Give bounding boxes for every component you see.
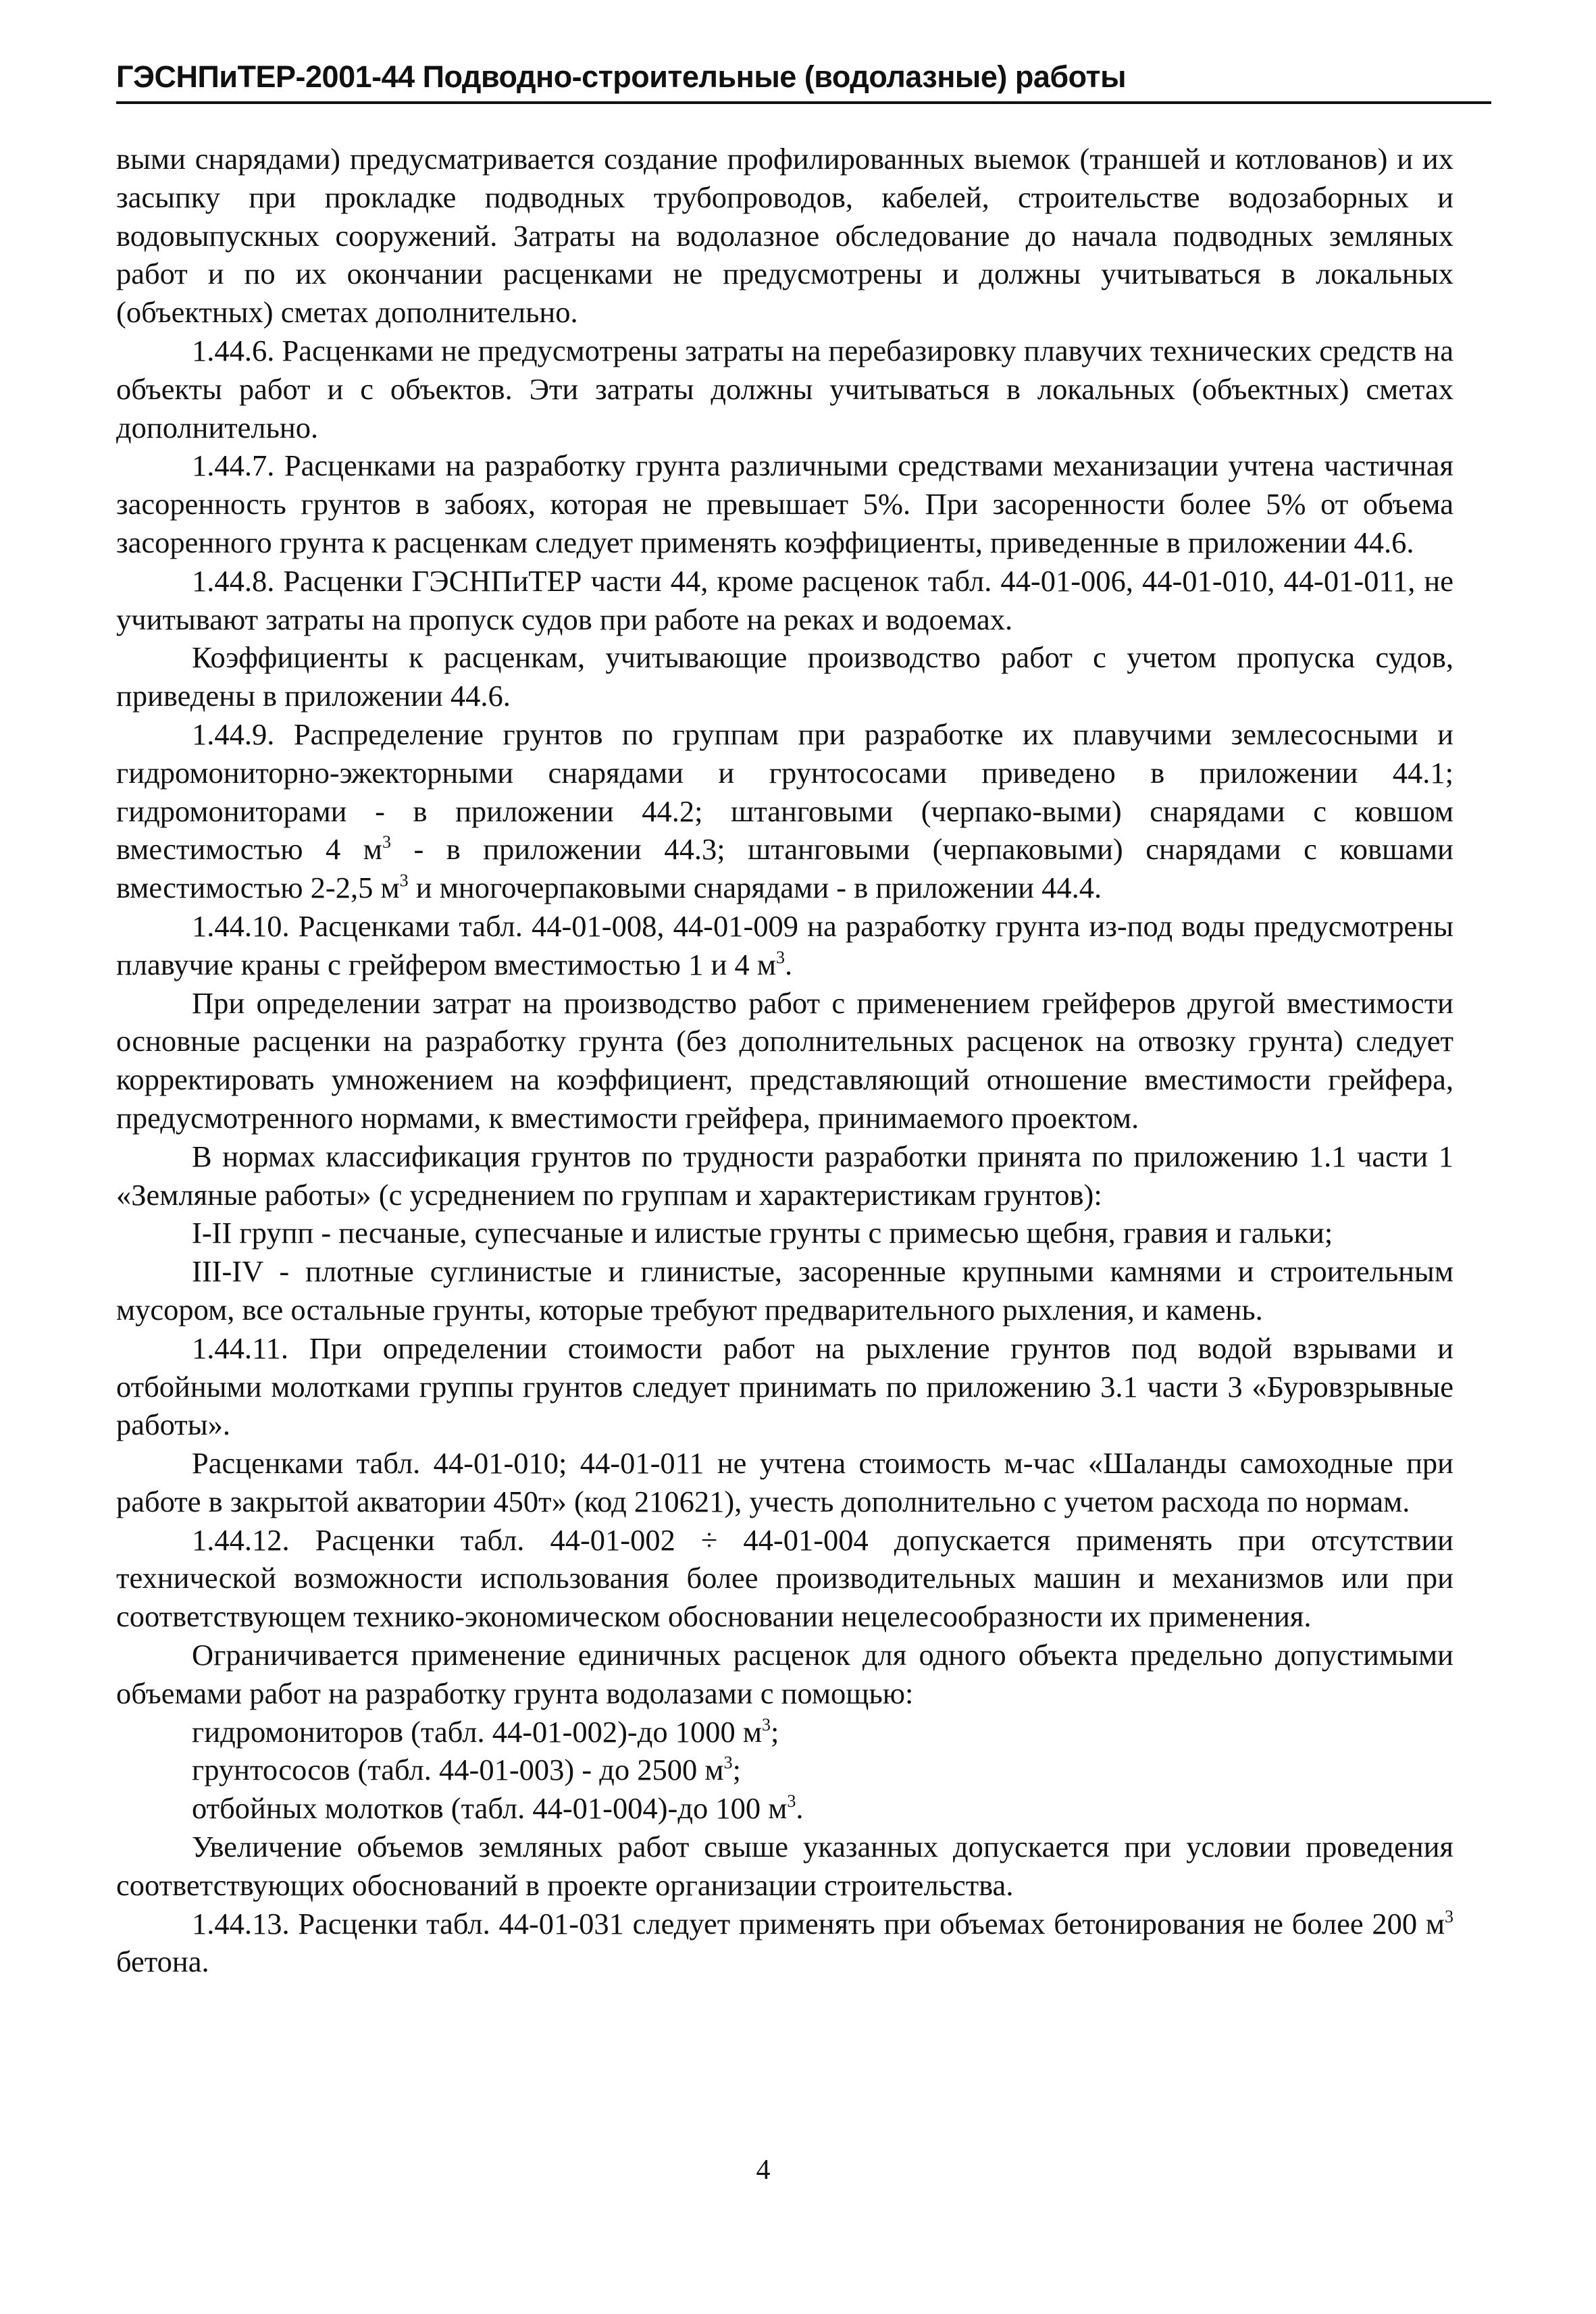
- superscript: 3: [382, 832, 391, 852]
- superscript: 3: [762, 1714, 771, 1734]
- paragraph-text: 1.44.13. Расценки табл. 44-01-031 следует применять при объемах бетонирования не более 200 м: [192, 1906, 1445, 1940]
- paragraph-text: 1.44.10. Расценками табл. 44-01-008, 44-01-009 на разработку грунта из-под воды предусмотрены плавучие краны с грейфером вместимостью 1 и 4 м: [116, 908, 1453, 981]
- paragraph-text: и многочерпаковыми снарядами - в приложении 44.4.: [408, 871, 1102, 905]
- paragraph-volume-limits: Ограничивается применение единичных расценок для одного объекта предельно допустимыми объемами работ на разработку грунта водолазами с помощью:: [116, 1638, 1453, 1710]
- paragraph-coefficients: Коэффициенты к расценкам, учитывающие производство работ с учетом пропуска судов, приведены в приложении 44.6.: [116, 640, 1453, 713]
- paragraph-1-44-10: [116, 907, 1453, 984]
- header-divider: [116, 101, 1491, 104]
- paragraph-grab-capacity: При определении затрат на производство работ с применением грейферов другой вместимости основные расценки на разработку грунта (без дополнительных расценок на отвозку грунта) следует корректировать умножением на коэффициент, представляющий отношение вместимости грейфера, предусмотренного нормами, к вместимости грейфера, принимаемого проектом.: [116, 985, 1453, 1135]
- list-item-hydromonitors: [116, 1713, 1453, 1751]
- superscript: 3: [1445, 1906, 1453, 1926]
- paragraph-groups-1-2: I-II групп - песчаные, супесчаные и илистые грунты с примесью щебня, гравия и гальки;: [192, 1216, 1333, 1250]
- superscript: 3: [776, 947, 786, 967]
- paragraph-1-44-8: 1.44.8. Расценки ГЭСНПиТЕР части 44, кроме расценок табл. 44-01-006, 44-01-010, 44-01-011, не учитывают затраты на пропуск судов при работе на реках и водоемах.: [116, 563, 1453, 636]
- paragraph-1-44-7: 1.44.7. Расценками на разработку грунта различными средствами механизации учтена частичная засоренность грунтов в забоях, которая не превышает 5%. При засоренности более 5% от объема засоренного грунта к расценкам следует применять коэффициенты, приведенные в приложении 44.6.: [116, 448, 1453, 559]
- page-number: 4: [756, 2155, 771, 2186]
- list-item-text: отбойных молотков (табл. 44-01-004)-до 100 м: [192, 1791, 788, 1826]
- page-header-title: ГЭСНПиТЕР-2001-44 Подводно-строительные (водолазные) работы: [116, 59, 1127, 94]
- list-item-text: .: [796, 1791, 804, 1826]
- paragraph-text: 1.44.9. Распределение грунтов по группам при разработке их плавучими землесосными и гидромониторно-эжекторными снарядами и грунтососами приведено в приложении 44.1; гидромониторами - в приложении 44.2; штанговыми (черпако-выми) снарядами с ковшом вместимостью 4 м: [116, 717, 1453, 867]
- paragraph-soil-classification: В нормах классификация грунтов по трудности разработки принята по приложению 1.1 части 1 «Земляные работы» (с усреднением по группам и характеристикам грунтов):: [116, 1139, 1453, 1212]
- paragraph-text: бетона.: [116, 1945, 209, 1979]
- paragraph-1-44-13: [116, 1905, 1453, 1982]
- paragraph-1-44-11: 1.44.11. При определении стоимости работ на рыхление грунтов под водой взрывами и отбойными молотками группы грунтов следует принимать по приложению 3.1 части 3 «Буровзрывные работы».: [116, 1331, 1453, 1442]
- list-item-text: грунтососов (табл. 44-01-003) - до 2500 м: [192, 1753, 724, 1787]
- list-item-text: ;: [771, 1714, 779, 1749]
- paragraph-text: - в приложении 44.3; штанговыми (черпаковыми) снарядами с ковшами вместимостью 2-2,5 м: [116, 832, 1453, 905]
- paragraph-groups-3-4: III-IV - плотные суглинистые и глинистые, засоренные крупными камнями и строительным мусором, все остальные грунты, которые требуют предварительного рыхления, и камень.: [116, 1254, 1453, 1327]
- list-item-text: гидромониторов (табл. 44-01-002)-до 1000 м: [192, 1714, 763, 1749]
- paragraph-1-44-6: 1.44.6. Расценками не предусмотрены затраты на перебазировку плавучих технических средств на объекты работ и с объектов. Эти затраты должны учитываться в локальных (объектных) сметах дополнительно.: [116, 333, 1453, 444]
- paragraph-1-44-9: [116, 715, 1453, 907]
- paragraph-barges: Расценками табл. 44-01-010; 44-01-011 не учтена стоимость м-час «Шаланды самоходные при работе в закрытой акватории 450т» (код 210621), учесть дополнительно с учетом расхода по нормам.: [116, 1446, 1453, 1518]
- paragraph-volume-increase: Увеличение объемов земляных работ свыше указанных допускается при условии проведения соответствующих обоснований в проекте организации строительства.: [116, 1830, 1453, 1902]
- list-item-text: ;: [732, 1753, 741, 1787]
- paragraph-1-44-12: 1.44.12. Расценки табл. 44-01-002 ÷ 44-01-004 допускается применять при отсутствии технической возможности использования более производительных машин и механизмов или при соответствующем технико-экономическом обосновании нецелесообразности их применения.: [116, 1522, 1453, 1634]
- document-body: [116, 140, 1453, 1981]
- superscript: 3: [399, 871, 409, 891]
- superscript: 3: [723, 1753, 733, 1773]
- list-item-soil-pumps: [116, 1751, 1453, 1789]
- superscript: 3: [787, 1791, 796, 1811]
- paragraph-continuation: выми снарядами) предусматривается создание профилированных выемок (траншей и котлованов) и их засыпку при прокладке подводных трубопроводов, кабелей, строительстве водозаборных и водовыпускных сооружений. Затраты на водолазное обследование до начала подводных земляных работ и по их окончании расценками не предусмотрены и должны учитываться в локальных (объектных) сметах дополнительно.: [116, 142, 1453, 330]
- paragraph-text: .: [785, 947, 793, 981]
- list-item-jackhammers: [116, 1789, 1453, 1828]
